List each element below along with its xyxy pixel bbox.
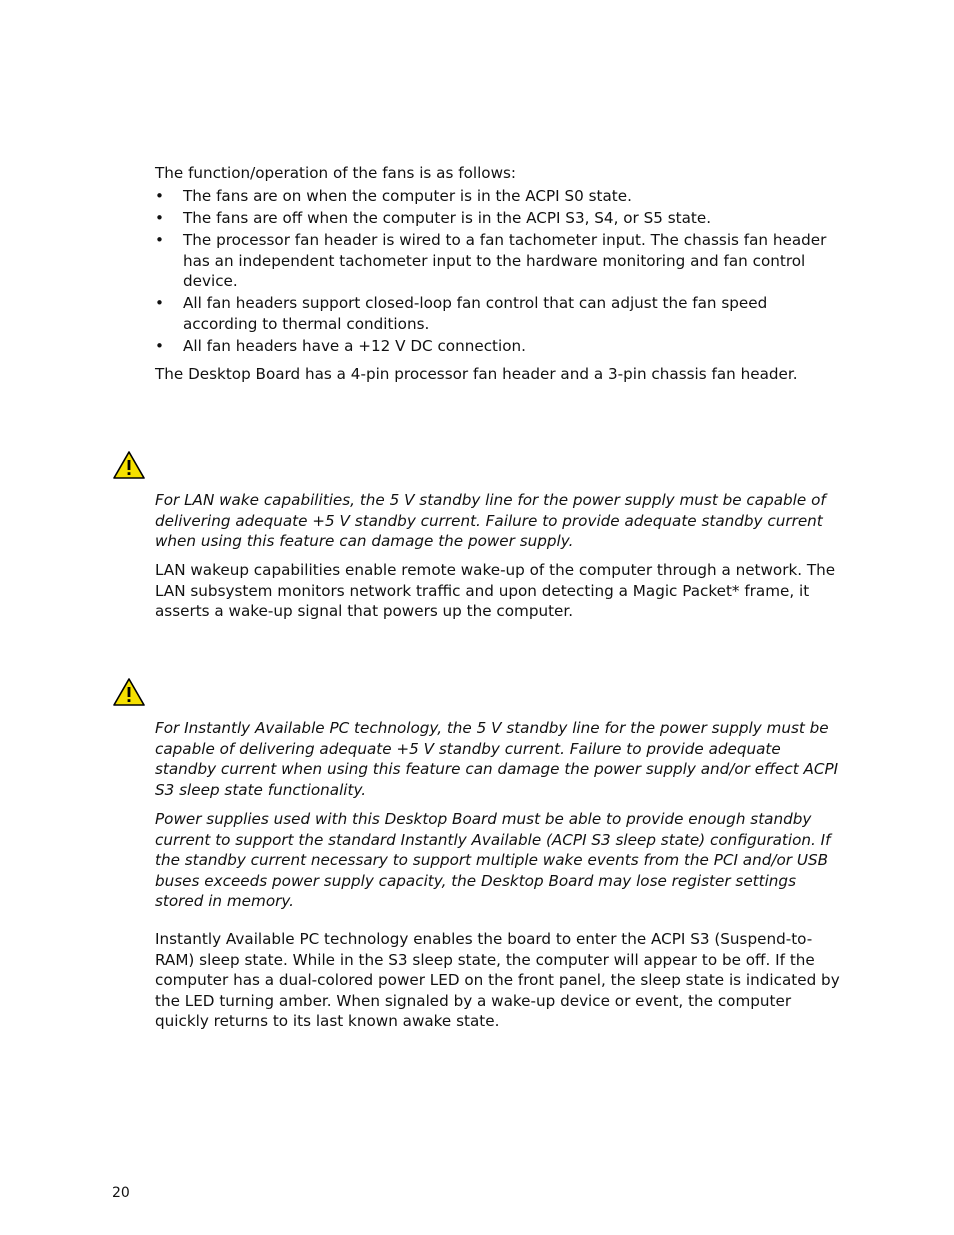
list-item: [155, 336, 845, 357]
bullet-glyph: •: [155, 231, 164, 249]
fans-intro: The function/operation of the fans is as follows:: [155, 164, 517, 182]
bullet-text: All fan headers support closed-loop fan control that can adjust the fan speed according to thermal conditions.: [183, 294, 768, 333]
page-number: 20: [112, 1185, 130, 1201]
bullet-glyph: •: [155, 294, 164, 312]
fans-bullet-list: [155, 186, 845, 358]
instantly-available-body: Instantly Available PC technology enables the board to enter the ACPI S3 (Suspend-to-RAM) sleep state. While in the S3 sleep state, the computer will appear to be off. If the computer has a dual-colored power LED on the front panel, the sleep state is indicated by the LED turning amber. When signaled by a wake-up device or event, the computer quickly returns to its last known awake state.: [155, 930, 840, 1030]
list-item: [155, 293, 845, 334]
warning-triangle-icon: [112, 450, 146, 480]
list-item: [155, 208, 845, 229]
instantly-available-caution-1: For Instantly Available PC technology, the 5 V standby line for the power supply must be capable of delivering adequate +5 V standby current. Failure to provide adequate standby current when using this feature can damage the power supply and/or effect ACPI S3 sleep state functionality.: [155, 719, 839, 799]
list-item: [155, 186, 845, 207]
bullet-text: All fan headers have a +12 V DC connection.: [183, 336, 526, 355]
bullet-glyph: •: [155, 209, 164, 227]
lan-wakeup-body: LAN wakeup capabilities enable remote wake-up of the computer through a network. The LAN subsystem monitors network traffic and upon detecting a Magic Packet* frame, it asserts a wake-up signal that powers up the computer.: [155, 561, 836, 620]
instantly-available-caution-2: Power supplies used with this Desktop Board must be able to provide enough standby current to support the standard Instantly Available (ACPI S3 sleep state) configuration. If the standby current necessary to support multiple wake events from the PCI and/or USB buses exceeds power supply capacity, the Desktop Board may lose register settings stored in memory.: [155, 810, 831, 910]
warning-triangle-icon: [112, 677, 146, 707]
fans-summary: The Desktop Board has a 4-pin processor fan header and a 3-pin chassis fan header.: [155, 365, 798, 383]
bullet-glyph: •: [155, 336, 164, 355]
lan-caution-text: For LAN wake capabilities, the 5 V standby line for the power supply must be capable of delivering adequate +5 V standby current. Failure to provide adequate standby current when using this feature can damage the power supply.: [155, 491, 826, 550]
bullet-text: The processor fan header is wired to a fan tachometer input. The chassis fan header has an independent tachometer input to the hardware monitoring and fan control device.: [183, 231, 827, 290]
bullet-text: The fans are on when the computer is in the ACPI S0 state.: [183, 187, 632, 205]
list-item: [155, 230, 845, 292]
bullet-text: The fans are off when the computer is in the ACPI S3, S4, or S5 state.: [183, 209, 712, 227]
bullet-glyph: •: [155, 187, 164, 205]
